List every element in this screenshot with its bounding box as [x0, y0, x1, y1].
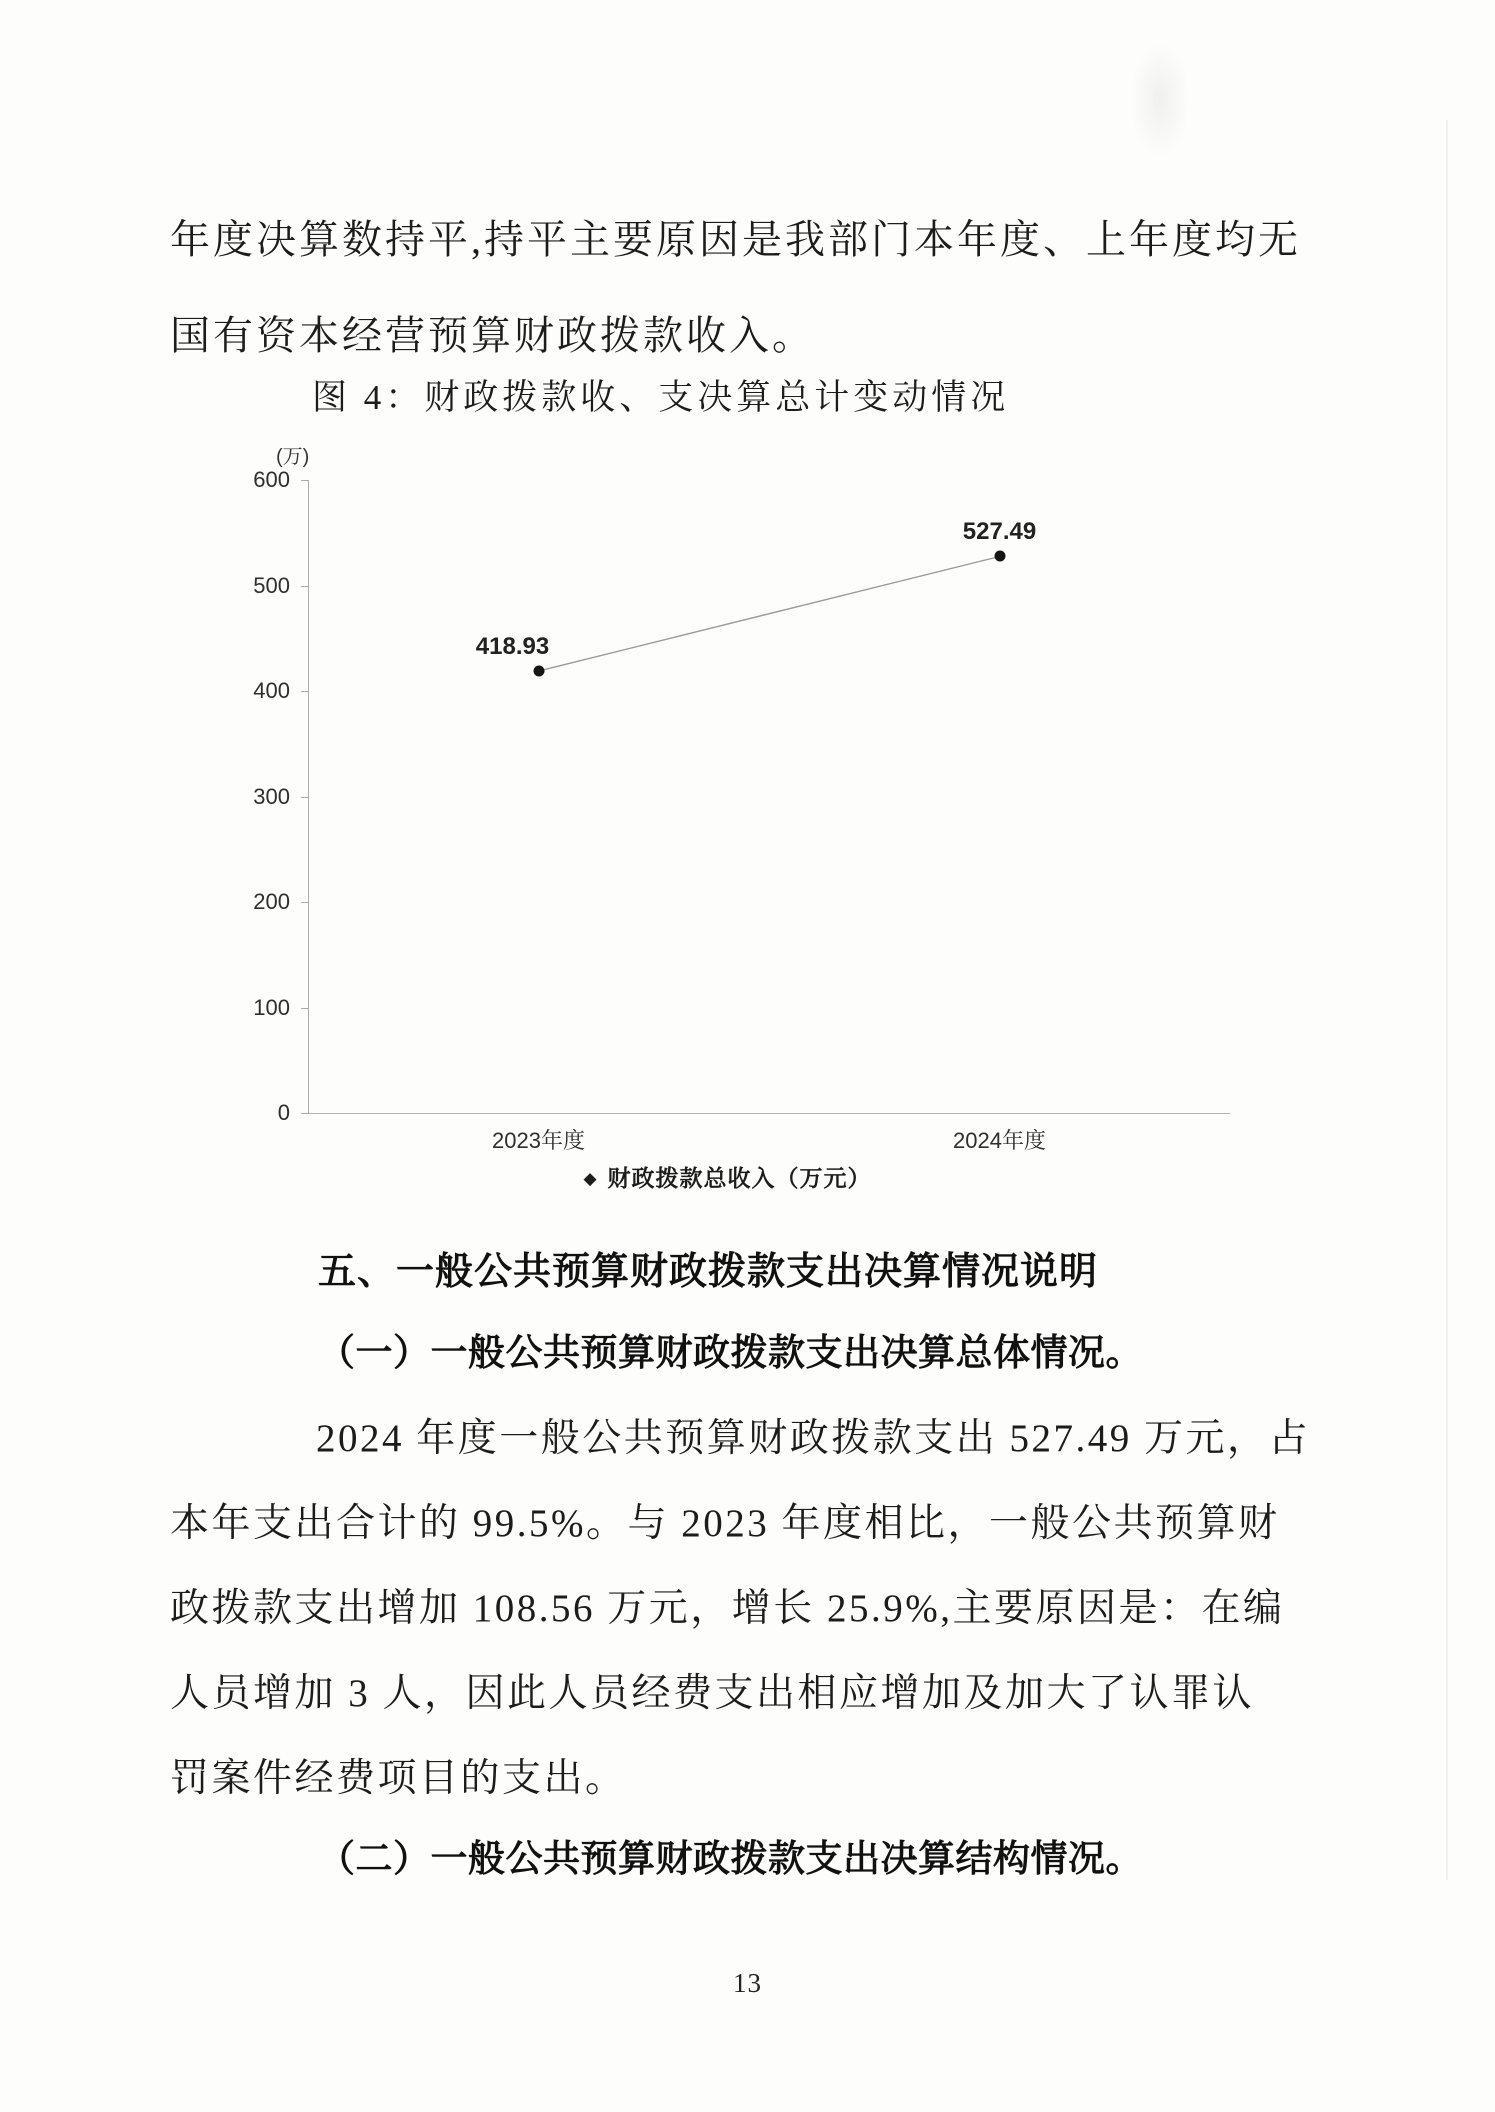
legend-marker-icon: ◆: [583, 1169, 598, 1188]
body-line: 2024 年度一般公共预算财政拨款支出 527.49 万元，占: [316, 1417, 1311, 1460]
y-tick-mark: [301, 586, 308, 587]
body-paragraph: [170, 1396, 1350, 1821]
data-point-label: 418.93: [475, 633, 550, 661]
y-tick-mark: [301, 902, 308, 903]
series-line: [539, 556, 1000, 671]
body-line: 罚案件经费项目的支出。: [170, 1757, 627, 1800]
y-tick-label: 300: [253, 783, 290, 809]
y-tick-mark: [301, 797, 308, 798]
scan-artifact: [1130, 40, 1190, 160]
intro-line: 国有资本经营预算财政拨款收入。: [170, 313, 815, 358]
y-tick-mark: [301, 691, 308, 692]
y-tick-label: 100: [253, 994, 290, 1020]
scan-artifact: [1446, 120, 1448, 1880]
figure-caption: 图 4：财政拨款收、支决算总计变动情况: [312, 378, 1010, 417]
page-number: 13: [733, 1968, 762, 1998]
x-tick-label: 2023年度: [492, 1128, 585, 1153]
data-point: [994, 551, 1005, 562]
y-tick-label: 200: [253, 889, 290, 914]
intro-paragraph: [170, 192, 1335, 384]
y-tick-mark: [301, 1113, 308, 1114]
y-tick-label: 400: [253, 678, 290, 703]
section-heading: 五、一般公共预算财政拨款支出决算情况说明: [318, 1251, 1099, 1293]
chart-legend: [220, 1160, 1235, 1193]
y-tick-label: 0: [277, 1100, 290, 1125]
y-tick-label: 600: [253, 467, 290, 492]
subsection-heading-2: （二）一般公共预算财政拨款支出决算结构情况。: [318, 1839, 1143, 1880]
subsection-heading-1: （一）一般公共预算财政拨款支出决算总体情况。: [318, 1333, 1143, 1374]
legend-label: 财政拨款总收入（万元）: [607, 1165, 872, 1191]
data-point-label: 527.49: [962, 518, 1037, 546]
body-line: 人员增加 3 人，因此人员经费支出相应增加及加大了认罪认: [170, 1672, 1255, 1715]
body-line: 政拨款支出增加 108.56 万元，增长 25.9%,主要原因是：在编: [170, 1587, 1285, 1630]
intro-line: 年度决算数持平,持平主要原因是我部门本年度、上年度均无: [170, 217, 1301, 262]
y-tick-label: 500: [253, 572, 290, 598]
chart-line-svg: [220, 438, 1235, 1198]
y-tick-mark: [301, 1008, 308, 1009]
body-line: 本年支出合计的 99.5%。与 2023 年度相比，一般公共预算财: [170, 1502, 1280, 1545]
line-chart: [220, 438, 1235, 1198]
y-tick-mark: [301, 480, 308, 481]
data-point: [533, 666, 544, 677]
y-axis-unit-label: (万): [276, 446, 310, 468]
x-tick-label: 2024年度: [953, 1128, 1046, 1153]
